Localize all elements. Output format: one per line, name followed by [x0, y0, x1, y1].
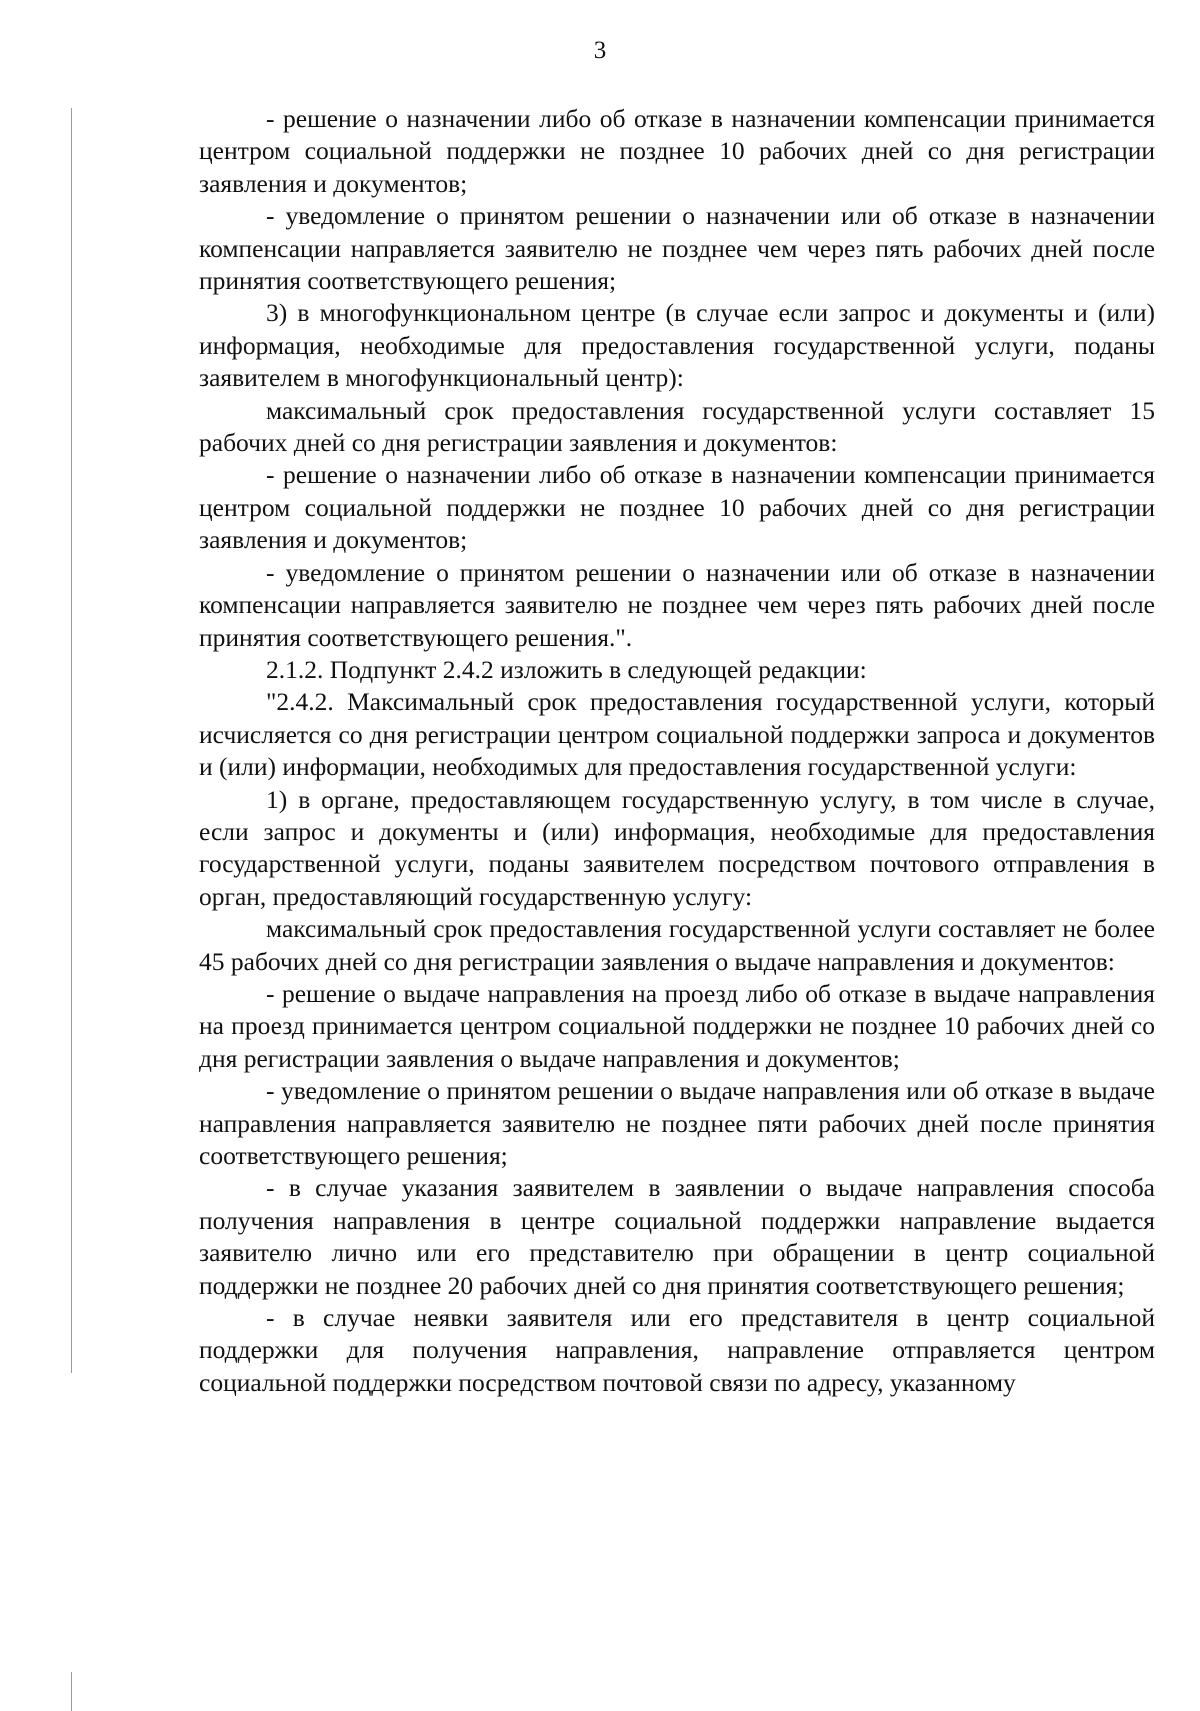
paragraph-8: "2.4.2. Максимальный срок предоставления государственной услуги, который исчисляется со дня регистрации центром социальной поддержки запроса и документов и (или) информации, необходимых для предоставления государственной услуги: — [199, 687, 1155, 782]
paragraph-9: 1) в органе, предоставляющем государственную услугу, в том числе в случае, если запрос и документы и (или) информация, необходимые для предоставления государственной услуги, поданы заявителем посредством почтового отправления в орган, предоставляющий государственную услугу: — [199, 784, 1155, 911]
paragraph-3: 3) в многофункциональном центре (в случае если запрос и документы и (или) информация, необходимые для предоставления государственной услуги, поданы заявителем в многофункциональный центр): — [199, 298, 1155, 393]
paragraph-10: максимальный срок предоставления государственной услуги составляет не более 45 рабочих дней со дня регистрации заявления о выдаче направления и документов: — [199, 914, 1155, 976]
paragraph-4: максимальный срок предоставления государственной услуги составляет 15 рабочих дней со дня регистрации заявления и документов: — [199, 395, 1155, 458]
document-body — [199, 103, 1155, 1399]
paragraph-13: - в случае указания заявителем в заявлении о выдаче направления способа получения направления в центре социальной поддержки направление выдается заявителю лично или его представителю при обращении в центр социальной поддержки не позднее 20 рабочих дней со дня принятия соответствующего решения; — [199, 1173, 1155, 1300]
paragraph-6: - уведомление о принятом решении о назначении или об отказе в назначении компенсации направляется заявителю не позднее чем через пять рабочих дней после принятия соответствующего решения.". — [199, 557, 1155, 652]
paragraph-14: - в случае неявки заявителя или его представителя в центр социальной поддержки для получения направления, направление отправляется центром социальной поддержки посредством почтовой связи по адресу, указанному — [199, 1303, 1155, 1397]
scan-edge-mark-bottom — [71, 1672, 72, 1711]
paragraph-12: - уведомление о принятом решении о выдаче направления или об отказе в выдаче направления направляется заявителю не позднее пяти рабочих дней после принятия соответствующего решения; — [199, 1076, 1155, 1170]
paragraph-5: - решение о назначении либо об отказе в назначении компенсации принимается центром социальной поддержки не позднее 10 рабочих дней со дня регистрации заявления и документов; — [199, 460, 1155, 555]
scan-edge-mark-top — [71, 108, 72, 1373]
paragraph-1: - решение о назначении либо об отказе в назначении компенсации принимается центром социальной поддержки не позднее 10 рабочих дней со дня регистрации заявления и документов; — [199, 104, 1155, 198]
paragraph-7: 2.1.2. Подпункт 2.4.2 изложить в следующей редакции: — [266, 654, 867, 684]
page-number: 3 — [593, 37, 607, 64]
paragraph-2: - уведомление о принятом решении о назначении или об отказе в назначении компенсации направляется заявителю не позднее чем через пять рабочих дней после принятия соответствующего решения; — [199, 201, 1155, 296]
paragraph-11: - решение о выдаче направления на проезд либо об отказе в выдаче направления на проезд принимается центром социальной поддержки не позднее 10 рабочих дней со дня регистрации заявления о выдаче направления и документов; — [199, 978, 1155, 1073]
